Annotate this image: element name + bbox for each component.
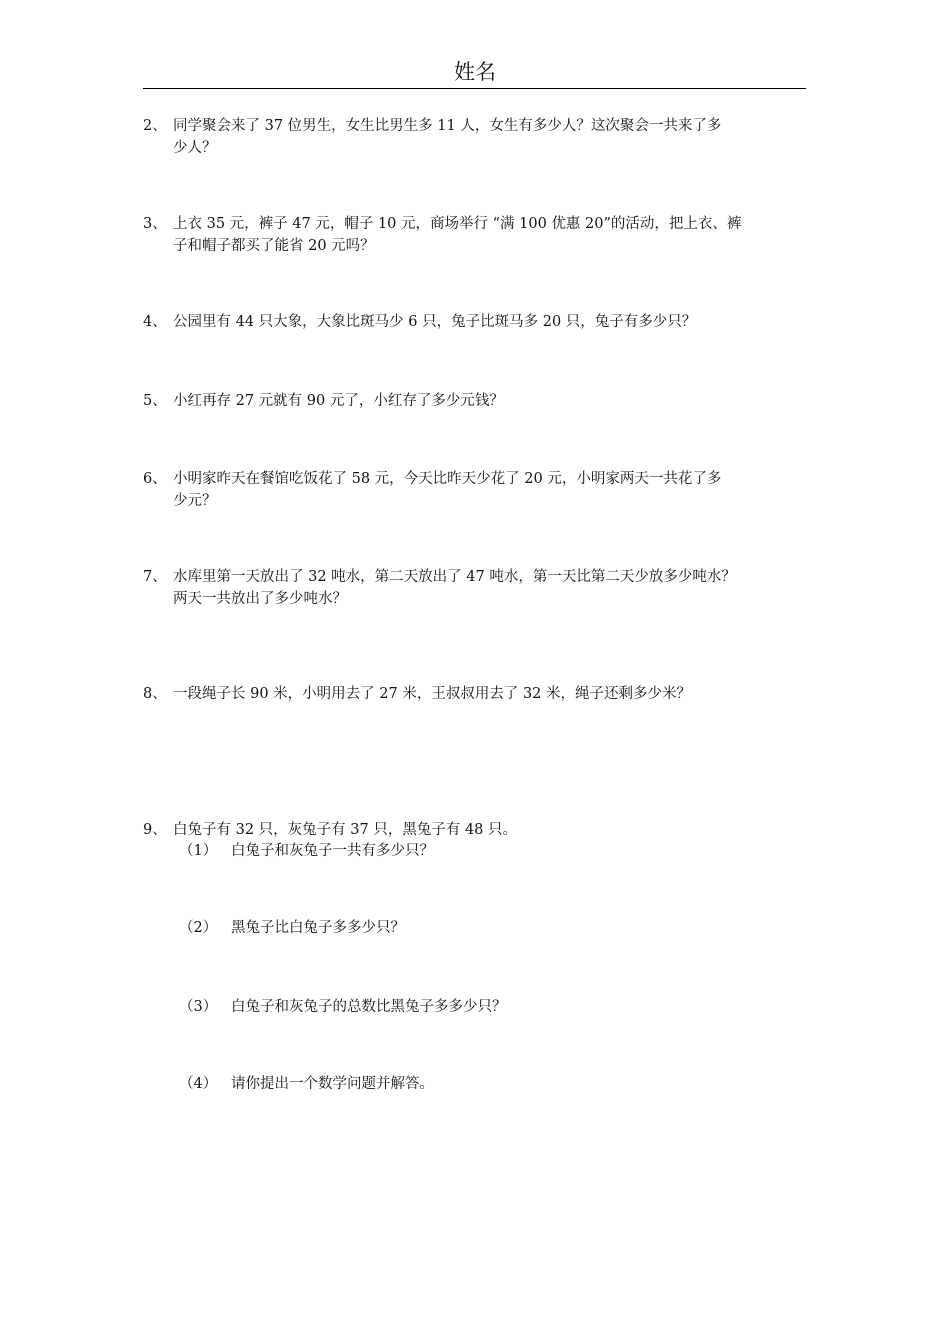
sub-question-2 [179,917,799,939]
question-number: 5、 [143,393,167,409]
sub-question-1 [179,840,799,862]
question-number: 4、 [143,314,167,330]
question-text [173,566,808,610]
sub-question-3 [179,996,799,1018]
question-line-1: 公园里有 44 只大象，大象比斑马少 6 只，兔子比斑马多 20 只，兔子有多少只？ [173,314,697,330]
name-label: 姓名 [454,60,496,84]
question-line-2: 两天一共放出了多少吨水？ [173,591,347,607]
question-line-1: 小红再存 27 元就有 90 元了，小红存了多少元钱？ [173,393,504,409]
sub-question-number: （3） [179,999,218,1015]
question-line-1: 一段绳子长 90 米，小明用去了 27 米，王叔叔用去了 32 米，绳子还剩多少米？ [173,686,692,702]
sub-question-4 [179,1073,799,1095]
sub-question-text: 黑兔子比白兔子多多少只？ [231,920,405,936]
sub-question-number: （2） [179,920,218,936]
question-line-1: 水库里第一天放出了 32 吨水，第二天放出了 47 吨水，第一天比第二天少放多少吨水？ [173,569,736,585]
question-number: 3、 [143,216,167,232]
question-text [173,390,808,412]
sub-question-text: 白兔子和灰兔子的总数比黑兔子多多少只？ [231,999,507,1015]
name-underline [143,88,806,89]
sub-question-number: （4） [179,1076,218,1092]
question-line-1: 白兔子有 32 只，灰兔子有 37 只，黑兔子有 48 只。 [173,822,518,838]
question-text [173,819,808,841]
question-line-2: 少元？ [173,493,217,509]
question-text [173,683,808,705]
question-text [173,213,808,257]
question-line-2: 少人？ [173,140,217,156]
sub-question-text: 请你提出一个数学问题并解答。 [231,1076,434,1092]
question-text [173,311,808,333]
question-line-1: 上衣 35 元，裤子 47 元，帽子 10 元，商场举行 “满 100 优惠 20”的活动，把上衣、裤 [173,216,742,232]
question-line-2: 子和帽子都买了能省 20 元吗？ [173,238,375,254]
sub-question-text: 白兔子和灰兔子一共有多少只？ [231,843,434,859]
question-text [173,115,808,159]
question-line-1: 同学聚会来了 37 位男生，女生比男生多 11 人，女生有多少人？这次聚会一共来了多 [173,118,722,134]
question-text [173,468,808,512]
sub-question-number: （1） [179,843,218,859]
question-number: 8、 [143,686,167,702]
question-number: 2、 [143,118,167,134]
question-number: 6、 [143,471,167,487]
question-number: 7、 [143,569,167,585]
question-line-1: 小明家昨天在餐馆吃饭花了 58 元，今天比昨天少花了 20 元，小明家两天一共花了多 [173,471,722,487]
question-number: 9、 [143,822,167,838]
